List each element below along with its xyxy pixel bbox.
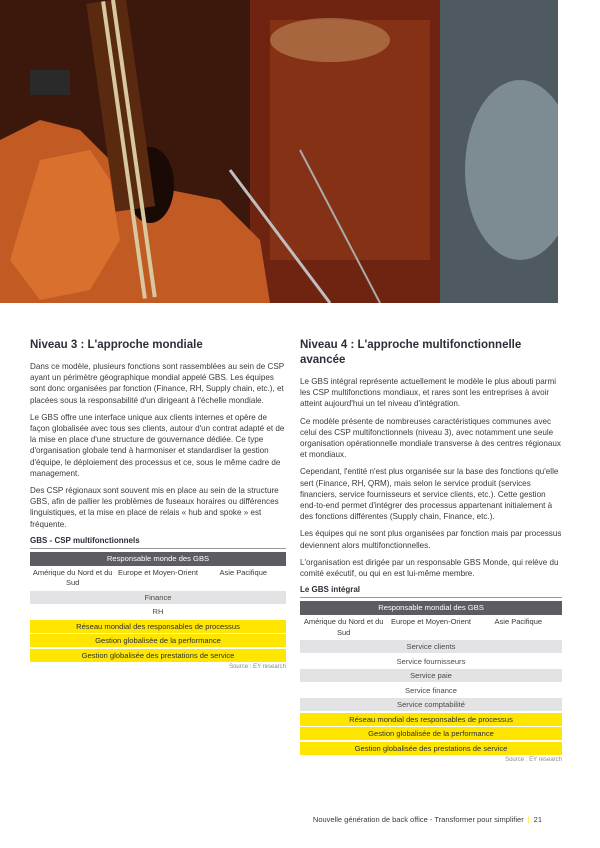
org-row: Service finance bbox=[300, 684, 562, 697]
level4-paragraph-5: L'organisation est dirigée par un responsable GBS Monde, qui relève du comité exécutif, ou qui en est lui-même membre. bbox=[300, 557, 559, 579]
region-americas: Amérique du Nord et du Sud bbox=[32, 567, 113, 588]
level4-paragraph-4: Les équipes qui ne sont plus organisées par fonction mais par processus deviennent alors multifonctionnelles. bbox=[300, 529, 562, 550]
right-column bbox=[300, 338, 562, 763]
org-row: Gestion globalisée des prestations de service bbox=[300, 742, 562, 755]
level3-title: Niveau 3 : L'approche mondiale bbox=[30, 339, 203, 351]
org-row: RH bbox=[30, 605, 286, 618]
region-emea: Europe et Moyen-Orient bbox=[390, 617, 472, 627]
level3-paragraph-1: Dans ce modèle, plusieurs fonctions sont rassemblées au sein de CSP ayant un périmètre géographique mondial appelé GBS. Les équipes sont donc organisées par fonction (Finance, RH, Supply chain, etc.), et placées sous la responsabilité d'un dirigeant à l'échelle mondiale. bbox=[30, 362, 285, 405]
region-row bbox=[30, 568, 286, 589]
org-row: Gestion globalisée de la performance bbox=[30, 634, 286, 647]
level4-title: Niveau 4 : L'approche multifonctionnelle avancée bbox=[300, 339, 522, 366]
level4-paragraph-3: Cependant, l'entité n'est plus organisée sur la base des fonctions qu'elle sert (Finance, RH, QRM), mais selon le service produit (services financiers, service fournisseurs et service clients, etc.). Cette gestion end-to-end permet d'intégrer des processus appartenant initialement à des fonctions différentes (Supply chain, Finance, etc.). bbox=[300, 467, 559, 522]
org-head: Responsable mondial des GBS bbox=[300, 601, 562, 615]
region-apac: Asie Pacifique bbox=[494, 617, 543, 627]
org-head: Responsable monde des GBS bbox=[30, 552, 286, 566]
level3-org-table bbox=[30, 552, 286, 670]
footer-separator: | bbox=[527, 815, 530, 824]
org-row: Service comptabilité bbox=[300, 698, 562, 711]
figure-source: Source : EY research bbox=[229, 663, 286, 670]
page-number: 21 bbox=[533, 815, 542, 824]
hero-photo-guitar bbox=[0, 0, 558, 303]
level3-paragraph-2: Le GBS offre une interface unique aux clients internes et opère de façon globalisée avec tous ses clients, autour d'un contrat adapté et de la mise en place d'une structure de gouvernance dédiée. Ce type d'organisation globale tend à harmoniser et standardiser la gestion d'équipe, le déploiement des processus et ce, sous le même cadre de management. bbox=[30, 412, 285, 478]
org-row: Réseau mondial des responsables de processus bbox=[300, 713, 562, 726]
page-footer bbox=[300, 815, 542, 824]
org-row: Réseau mondial des responsables de processus bbox=[30, 620, 286, 633]
org-row: Service paie bbox=[300, 669, 562, 682]
footer-text: Nouvelle génération de back office - Transformer pour simplifier bbox=[312, 815, 524, 824]
level4-paragraph-1: Le GBS intégral représente actuellement le modèle le plus abouti parmi les CSP multifonctions mondiaux, et rares sont les entreprises à avoir atteint aujourd'hui un tel niveau d'intégration. bbox=[300, 377, 556, 409]
level4-figure-title: Le GBS intégral bbox=[300, 585, 562, 598]
left-column bbox=[30, 338, 286, 670]
level4-org-table bbox=[300, 601, 562, 763]
level3-figure-title: GBS - CSP multifonctionnels bbox=[30, 536, 286, 549]
region-row bbox=[300, 617, 562, 638]
region-emea: Europe et Moyen-Orient bbox=[117, 567, 199, 577]
figure-source: Source : EY research bbox=[505, 756, 562, 763]
org-row: Gestion globalisée de la performance bbox=[300, 727, 562, 740]
region-americas: Amérique du Nord et du Sud bbox=[303, 617, 384, 637]
region-apac: Asie Pacifique bbox=[219, 567, 268, 577]
level4-paragraph-2: Ce modèle présente de nombreuses caractéristiques communes avec celui des CSP multifonctionnels (niveau 3), avec notamment une seule organisation opérationnelle mondiale transverse à des centres régionaux et mondiaux. bbox=[300, 416, 561, 460]
org-row: Gestion globalisée des prestations de service bbox=[30, 649, 286, 662]
org-row: Finance bbox=[30, 591, 286, 604]
org-row: Service clients bbox=[300, 640, 562, 653]
org-row: Service fournisseurs bbox=[300, 655, 562, 668]
level3-paragraph-3: Des CSP régionaux sont souvent mis en place au sein de la structure GBS, afin de pallier les problèmes de fuseaux horaires ou différences linguistiques, et la mise en place de relais « hub and spoke » est fréquente. bbox=[30, 486, 279, 529]
